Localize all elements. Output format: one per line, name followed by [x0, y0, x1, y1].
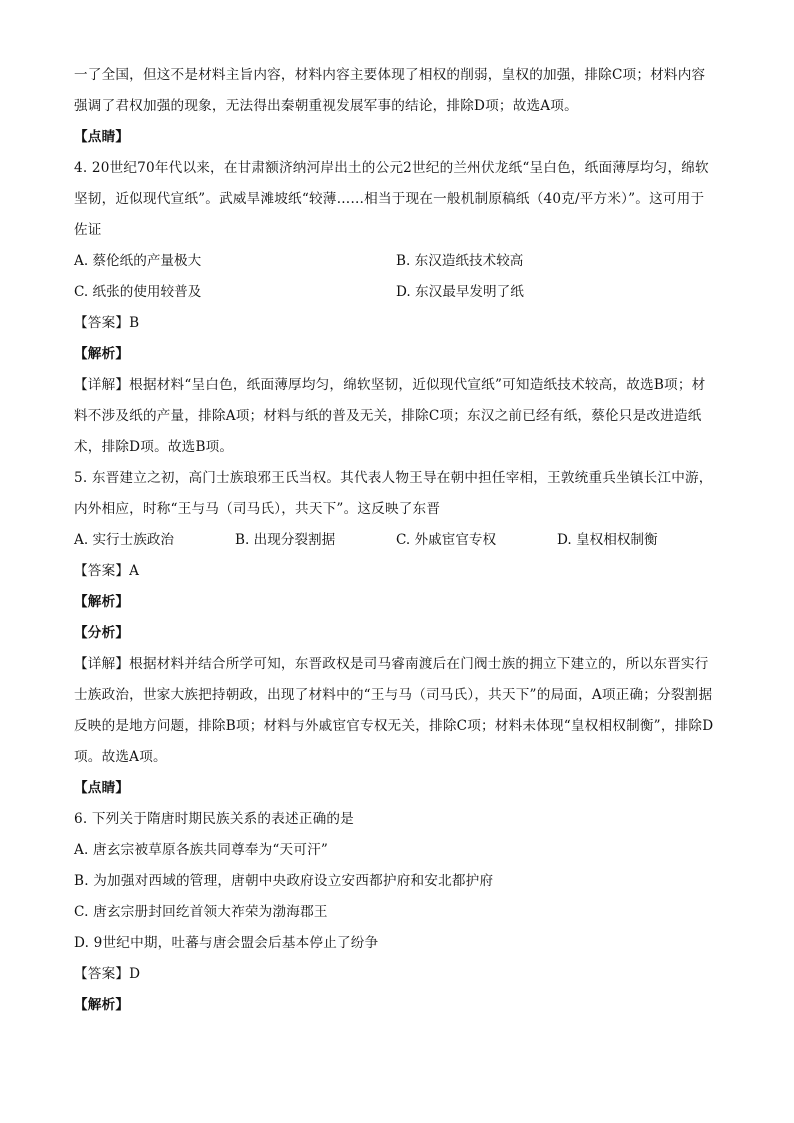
q5-detail: 士族政治，世家大族把持朝政，出现了材料中的“王与马（司马氏），共天下”的局面，A项正确；分裂割据	[74, 687, 713, 703]
q5-detail: 项。故选A项。	[74, 749, 167, 765]
q4-option-c: C. 纸张的使用较普及	[74, 284, 202, 300]
q6-option-b: B. 为加强对西域的管理，唐朝中央政府设立安西都护府和安北都护府	[74, 873, 494, 889]
q5-options-row	[74, 525, 724, 556]
q5-fenxi-tag: 【分析】	[74, 625, 130, 641]
q5-answer: 【答案】A	[74, 563, 140, 579]
text-line: 一了全国，但这不是材料主旨内容，材料内容主要体现了相权的削弱，皇权的加强，排除C项；材料内容	[74, 67, 706, 83]
q6-stem: 6. 下列关于隋唐时期民族关系的表述正确的是	[74, 811, 354, 827]
q6-analysis-tag: 【解析】	[74, 997, 130, 1013]
q5-analysis-tag: 【解析】	[74, 594, 130, 610]
q4-option-b: B. 东汉造纸技术较高	[396, 253, 524, 269]
q5-detail: 【详解】根据材料并结合所学可知，东晋政权是司马睿南渡后在门阀士族的拥立下建立的，所以东晋实行	[74, 656, 709, 672]
q4-options-row-2	[74, 277, 724, 308]
q4-detail: 【详解】根据材料“呈白色，纸面薄厚均匀，绵软坚韧，近似现代宣纸”可知造纸技术较高，故选B项；材	[74, 377, 706, 393]
q4-answer: 【答案】B	[74, 315, 140, 331]
q5-option-c: C. 外戚宦官专权	[396, 532, 497, 548]
q5-option-a: A. 实行士族政治	[74, 532, 175, 548]
q4-option-a: A. 蔡伦纸的产量极大	[74, 253, 202, 269]
q5-stem: 内外相应，时称“王与马（司马氏），共天下”。这反映了东晋	[74, 501, 441, 517]
q5-dianjing-tag: 【点睛】	[74, 780, 130, 796]
q6-option-d: D. 9世纪中期，吐蕃与唐会盟会后基本停止了纷争	[74, 935, 379, 951]
q5-stem: 5. 东晋建立之初，高门士族琅邪王氏当权。其代表人物王导在朝中担任宰相，王敦统重兵坐镇长江中游，	[74, 470, 713, 486]
q4-option-d: D. 东汉最早发明了纸	[396, 284, 524, 300]
q4-stem: 坚韧，近似现代宣纸”。武威旱滩坡纸“较薄……相当于现在一般机制原稿纸（40克/平方米）”。这可用于	[74, 191, 705, 207]
q6-answer: 【答案】D	[74, 966, 141, 982]
section-tag-dianjing: 【点睛】	[74, 129, 130, 145]
q5-option-d: D. 皇权相权制衡	[557, 532, 658, 548]
q4-stem: 佐证	[74, 222, 102, 238]
q4-stem: 4. 20世纪70年代以来，在甘肃额济纳河岸出土的公元2世纪的兰州伏龙纸“呈白色，纸面薄厚均匀，绵软	[74, 160, 709, 176]
q4-detail: 术，排除D项。故选B项。	[74, 439, 234, 455]
q4-analysis-tag: 【解析】	[74, 346, 130, 362]
document-page	[74, 60, 724, 1021]
text-line: 强调了君权加强的现象，无法得出秦朝重视发展军事的结论，排除D项；故选A项。	[74, 98, 578, 114]
q5-option-b: B. 出现分裂割据	[235, 532, 336, 548]
q4-options-row-1	[74, 246, 724, 277]
q6-option-c: C. 唐玄宗册封回纥首领大祚荣为渤海郡王	[74, 904, 328, 920]
q6-option-a: A. 唐玄宗被草原各族共同尊奉为“天可汗”	[74, 842, 329, 858]
q5-detail: 反映的是地方问题，排除B项；材料与外戚宦官专权无关，排除C项；材料未体现“皇权相权制衡”，排除D	[74, 718, 714, 734]
q4-detail: 料不涉及纸的产量，排除A项；材料与纸的普及无关，排除C项；东汉之前已经有纸，蔡伦只是改进造纸	[74, 408, 702, 424]
